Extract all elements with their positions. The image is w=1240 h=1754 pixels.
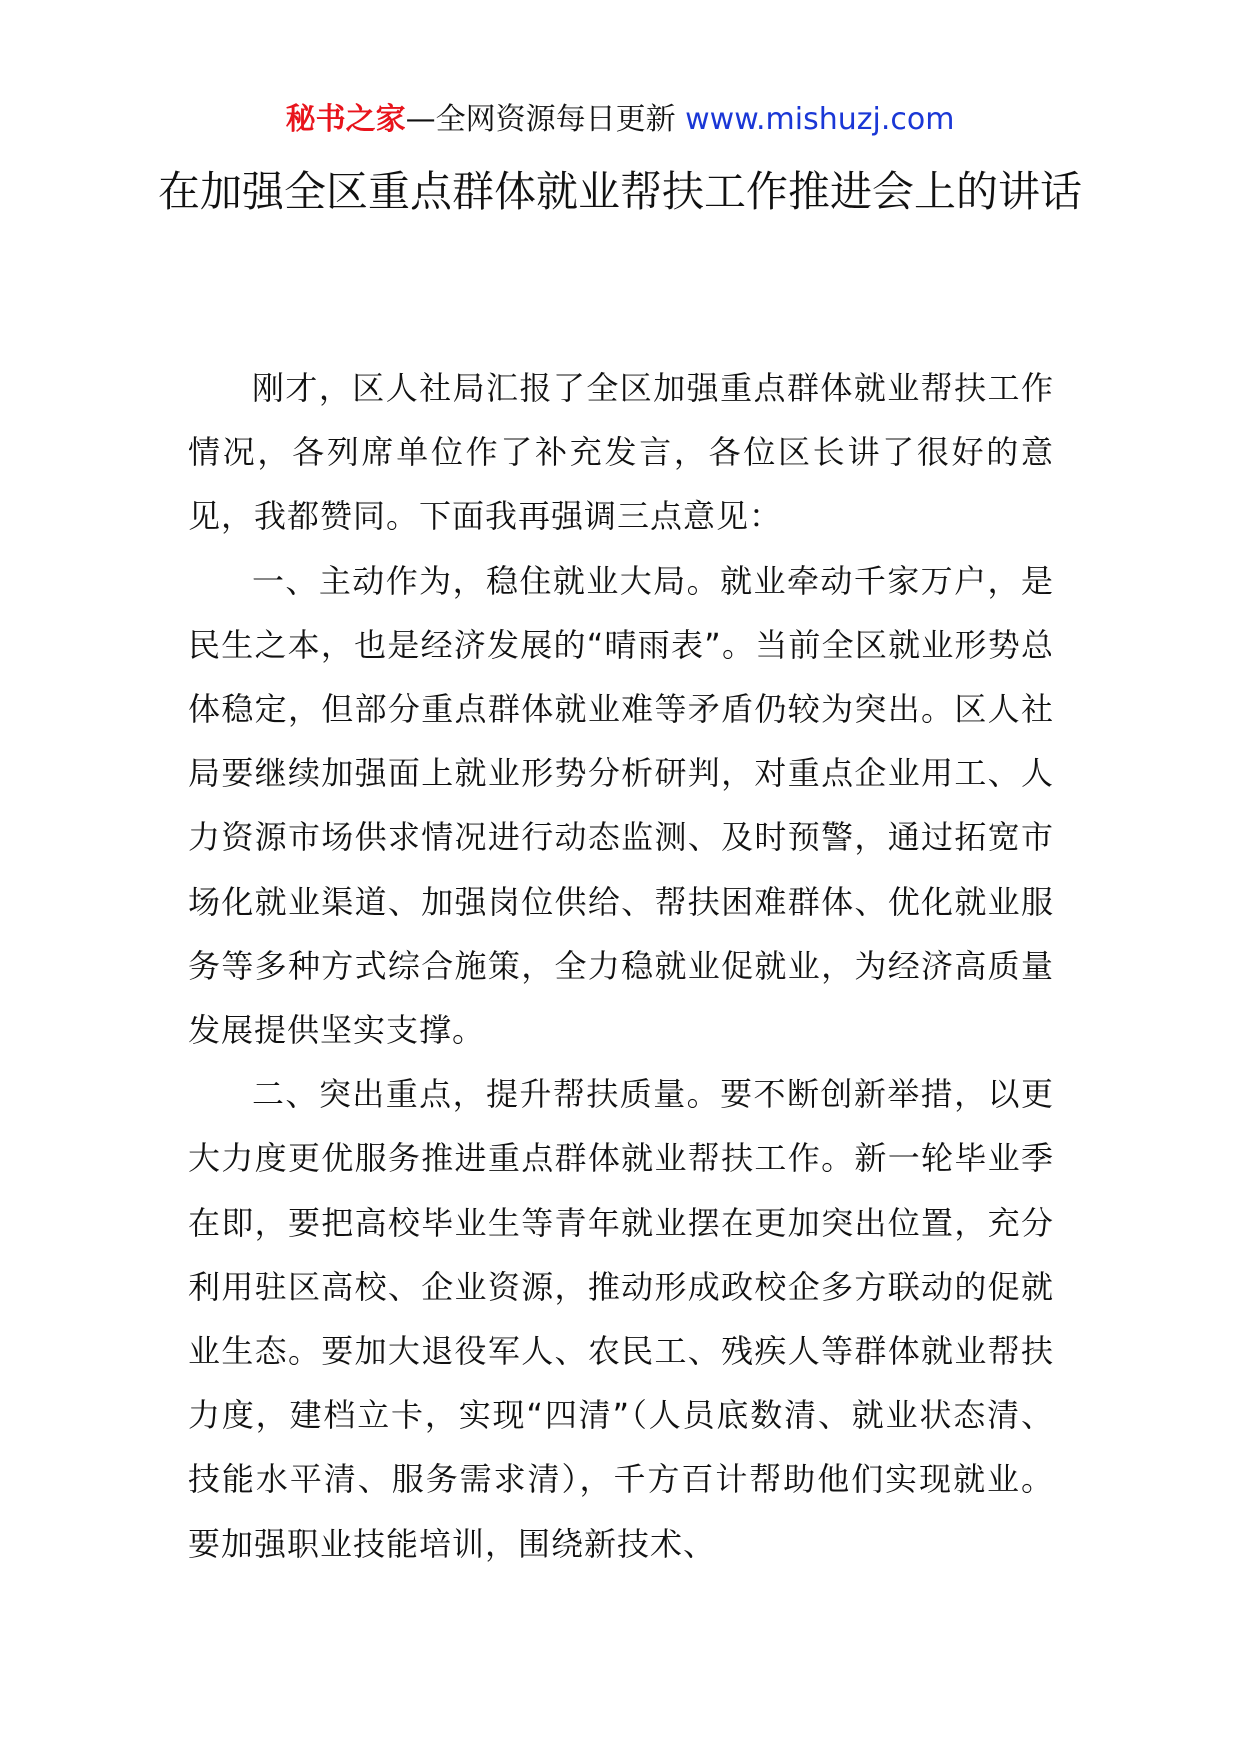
document-title: 在加强全区重点群体就业帮扶工作推进会上的讲话 xyxy=(157,167,1082,216)
paragraph-intro: 刚才，区人社局汇报了全区加强重点群体就业帮扶工作情况，各列席单位作了补充发言，各位区长讲了很好的意见，我都赞同。下面我再强调三点意见： xyxy=(188,369,1054,536)
paragraph-point-one: 一、主动作为，稳住就业大局。就业牵动千家万户，是民生之本，也是经济发展的“晴雨表”。当前全区就业形势总体稳定，但部分重点群体就业难等矛盾仍较为突出。区人社局要继续加强面上就业形势分析研判，对重点企业用工、人力资源市场供求情况进行动态监测、及时预警，通过拓宽市场化就业渠道、加强岗位供给、帮扶困难群体、优化就业服务等多种方式综合施策，全力稳就业促就业，为经济高质量发展提供坚实支撑。 xyxy=(188,561,1054,1050)
brand-name: 秘书之家 xyxy=(285,102,406,137)
document-body xyxy=(188,356,1054,1576)
paragraph-point-two: 二、突出重点，提升帮扶质量。要不断创新举措，以更大力度更优服务推进重点群体就业帮扶工作。新一轮毕业季在即，要把高校毕业生等青年就业摆在更加突出位置，充分利用驻区高校、企业资源，推动形成政校企多方联动的促就业生态。要加大退役军人、农民工、残疾人等群体就业帮扶力度，建档立卡，实现“四清”（人员底数清、就业状态清、技能水平清、服务需求清），千方百计帮助他们实现就业。要加强职业技能培训，围绕新技术、 xyxy=(188,1075,1054,1563)
site-header xyxy=(0,100,1240,140)
header-tagline: —全网资源每日更新 xyxy=(405,102,676,137)
site-url-link[interactable]: www.mishuzj.com xyxy=(685,102,955,137)
